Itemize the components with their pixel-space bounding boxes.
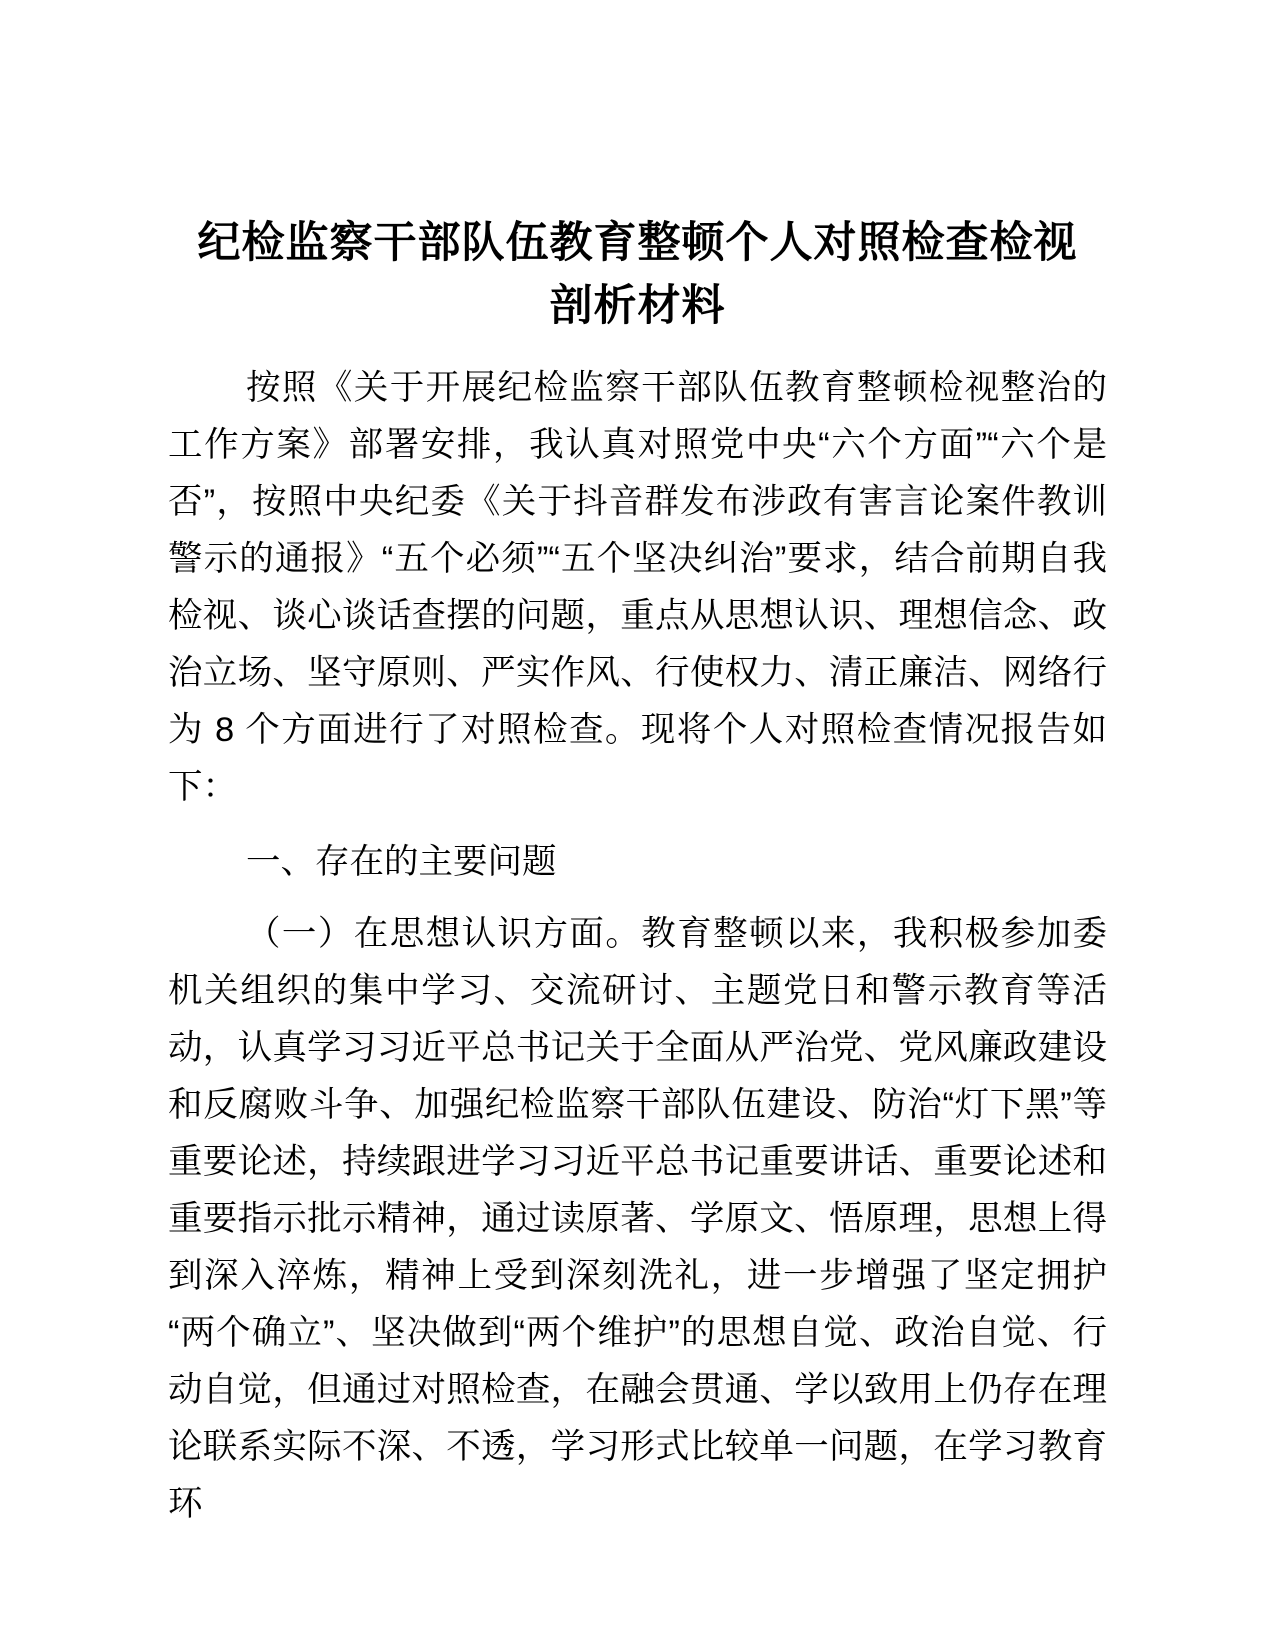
section-heading-main-problems: 一、存在的主要问题 xyxy=(246,843,557,881)
document-content xyxy=(0,212,1275,1533)
paragraph-opening: 按照《关于开展纪检监察干部队伍教育整顿检视整治的工作方案》部署安排，我认真对照党中央“六个方面”“六个是否”，按照中央纪委《关于抖音群发布涉政有害言论案件教训警示的通报》“五个必须”“五个坚决纠治”要求，结合前期自我检视、谈心谈话查摆的问题，重点从思想认识、理想信念、政治立场、坚守原则、严实作风、行使权力、清正廉洁、网络行为 8 个方面进行了对照检查。现将个人对照检查情况报告如下： xyxy=(168,369,1107,806)
paragraph-ideological-awareness: （一）在思想认识方面。教育整顿以来，我积极参加委机关组织的集中学习、交流研讨、主题党日和警示教育等活动，认真学习习近平总书记关于全面从严治党、党风廉政建设和反腐败斗争、加强纪检监察干部队伍建设、防治“灯下黑”等重要论述，持续跟进学习习近平总书记重要讲话、重要论述和重要指示批示精神，通过读原著、学原文、悟原理，思想上得到深入淬炼，精神上受到深刻洗礼，进一步增强了坚定拥护“两个确立”、坚决做到“两个维护”的思想自觉、政治自觉、行动自觉，但通过对照检查，在融会贯通、学以致用上仍存在理论联系实际不深、不透，学习形式比较单一问题，在学习教育环 xyxy=(168,915,1107,1523)
title-line-2: 剖析材料 xyxy=(549,282,726,330)
title-line-1: 纪检监察干部队伍教育整顿个人对照检查检视 xyxy=(197,219,1078,267)
document-title xyxy=(168,212,1107,338)
